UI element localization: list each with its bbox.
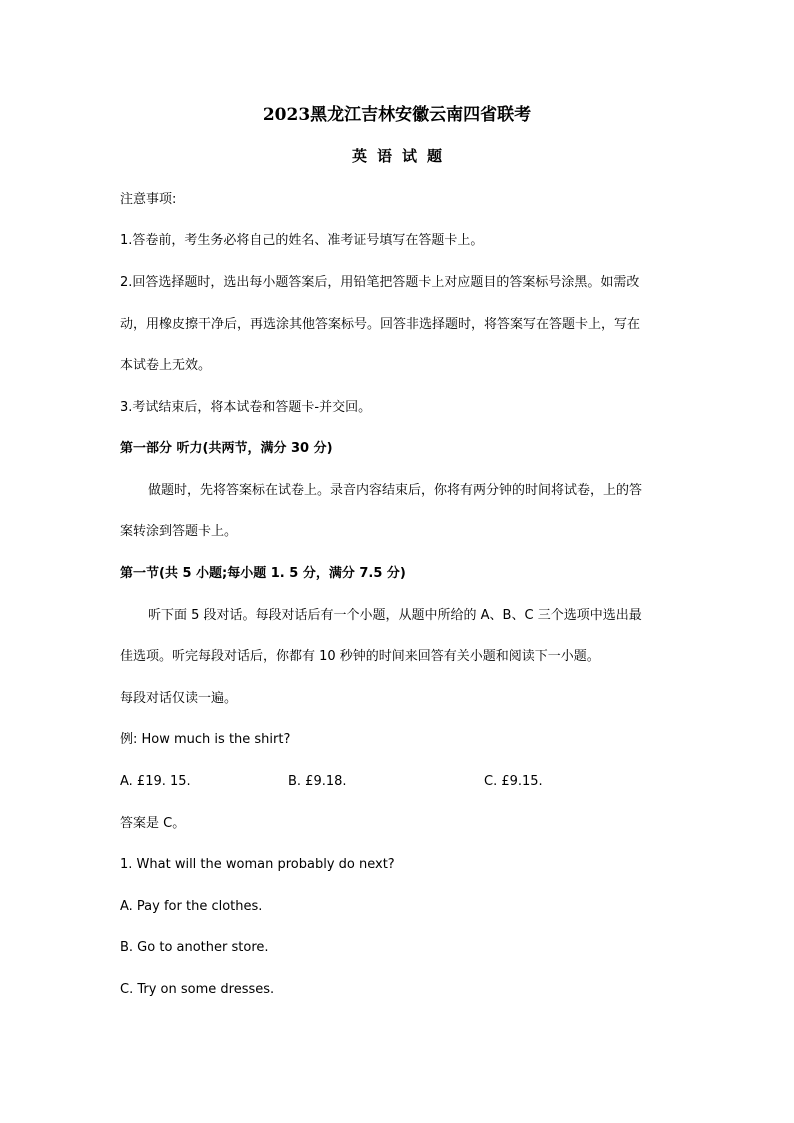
section1-instruction-line-3: 每段对话仅读一遍。 [120,691,238,706]
notes-item-2-line-2: 动，用橡皮擦干净后，再选涂其他答案标号。回答非选择题时，将答案写在答题卡上，写在 [120,317,641,332]
section1-instruction-line-1: 听下面 5 段对话。每段对话后有一个小题，从题中所给的 A、B、C 三个选项中选出最 [148,608,642,623]
notes-item-1: 1.答卷前，考生务必将自己的姓名、准考证号填写在答题卡上。 [120,233,484,248]
notes-heading: 注意事项: [120,192,177,207]
question-1-option-c: C. Try on some dresses. [120,982,275,997]
question-1-option-b: B. Go to another store. [120,940,269,955]
part1-instruction-line-2: 案转涂到答题卡上。 [120,524,238,539]
notes-item-2-line-1: 2.回答选择题时，选出每小题答案后，用铅笔把答题卡上对应题目的答案标号涂黑。如需改 [120,275,640,290]
exam-title: 2023黑龙江吉林安徽云南四省联考 [262,105,532,125]
notes-item-3: 3.考试结束后，将本试卷和答题卡-并交回。 [120,400,372,415]
example-question: 例: How much is the shirt? [120,732,291,747]
question-1: 1. What will the woman probably do next? [120,857,395,872]
exam-subject: 英语试题 [351,147,452,165]
example-option-a: A. £19. 15. [120,774,191,789]
part1-instruction-line-1: 做题时，先将答案标在试卷上。录音内容结束后，你将有两分钟的时间将试卷，上的答 [148,483,643,498]
example-option-b: B. £9.18. [288,774,347,789]
example-answer: 答案是 C。 [120,816,186,831]
question-1-option-a: A. Pay for the clothes. [120,899,263,914]
section1-instruction-line-2: 佳选项。听完每段对话后，你都有 10 秒钟的时间来回答有关小题和阅读下一小题。 [120,649,600,664]
section1-heading: 第一节(共 5 小题;每小题 1. 5 分，满分 7.5 分) [120,566,406,581]
example-option-c: C. £9.15. [484,774,543,789]
notes-item-2-line-3: 本试卷上无效。 [120,358,212,373]
part1-heading: 第一部分 听力(共两节，满分 30 分) [120,441,333,456]
